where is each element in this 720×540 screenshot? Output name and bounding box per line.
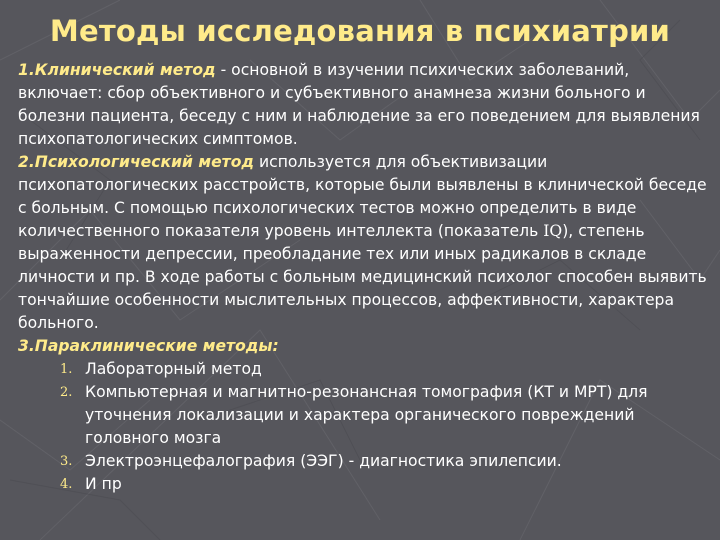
slide-content (18, 59, 708, 496)
iq-abbrev: IQ (543, 222, 563, 240)
clinical-method-heading: 1.Клинический метод (18, 61, 216, 79)
slide-title: Методы исследования в психиатрии (49, 14, 671, 48)
psychological-method-text-a: используется для объективизации психопатологических расстройств, которые были выявлены в клинической беседе с больным. С помощью психологических тестов можно определить в виде количественного показателя уровень интеллекта (показатель (18, 153, 707, 240)
clinical-method-text: - основной в изучении психических заболеваний, включает: сбор объективного и субъективного анамнеза жизни больного и болезни пациента, беседу с ним и наблюдение за его поведением для выявления психопатологических симптомов. (18, 61, 700, 148)
paraclinical-methods-list (18, 358, 708, 496)
psychological-method-heading: 2.Психологический метод (18, 153, 255, 171)
list-item (18, 473, 708, 496)
list-item-text: И пр (85, 475, 122, 493)
psychological-method-text-b: ), степень выраженности депрессии, преобладание тех или иных радикалов в складе личности и пр. В ходе работы с больным медицинский психолог способен выявить тончайшие особенности мыслительных процессов, аффективности, характера больного. (18, 222, 707, 332)
list-item (18, 450, 708, 473)
list-item (18, 381, 708, 450)
list-item-number: 3. (60, 454, 73, 469)
list-item-number: 4. (60, 477, 73, 492)
list-item-text: Лабораторный метод (85, 360, 262, 378)
psychological-method-paragraph (18, 151, 708, 335)
paraclinical-methods-heading: 3.Параклинические методы: (18, 337, 279, 355)
list-item (18, 358, 708, 381)
list-item-text: Компьютерная и магнитно-резонансная томография (КТ и МРТ) для уточнения локализации и характера органического повреждений головного мозга (85, 383, 648, 447)
list-item-text: Электроэнцефалография (ЭЭГ) - диагностика эпилепсии. (85, 452, 562, 470)
list-item-number: 2. (60, 385, 73, 400)
list-item-number: 1. (60, 362, 73, 377)
clinical-method-paragraph (18, 59, 708, 151)
